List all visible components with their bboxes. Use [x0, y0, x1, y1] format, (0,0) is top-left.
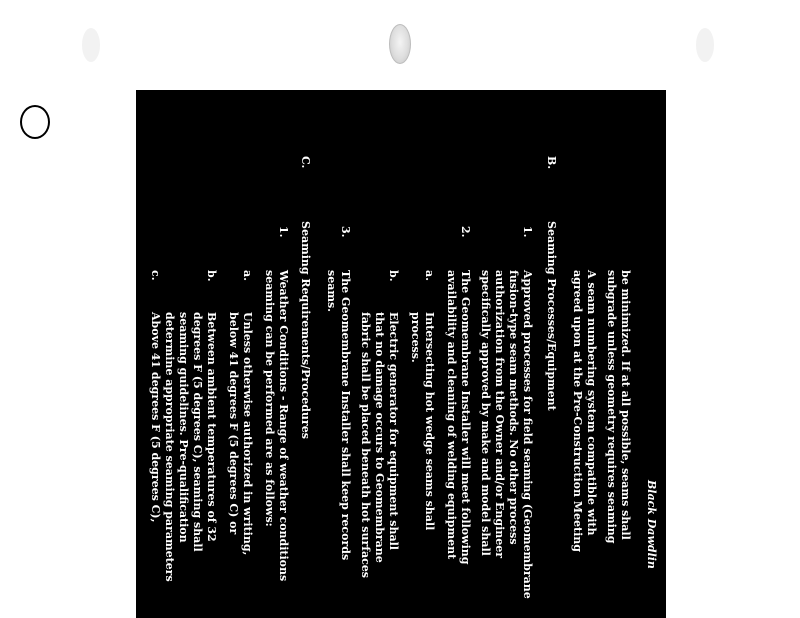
sub-item-marker: c.: [149, 270, 162, 281]
text-line: fusion-type seam methods. No other process: [507, 270, 520, 545]
text-line: Unless otherwise authorized in writing,: [241, 312, 254, 556]
text-line: determine appropriate seaming parameters: [163, 312, 176, 582]
text-line: process.: [409, 312, 422, 363]
text-line: seaming can be performed are as follows:: [263, 270, 276, 527]
item-number: 3.: [339, 226, 352, 238]
text-line: specifically approved by make and model shall: [479, 270, 492, 556]
section-c-heading: Seaming Requirements/Procedures: [299, 221, 312, 439]
text-line: seaming guidelines. Pre-qualification: [177, 312, 190, 543]
sub-item-marker: a.: [423, 270, 436, 281]
text-line: Intersecting hot wedge seams shall: [423, 312, 436, 531]
text-line: Electric generator for equipment shall: [387, 312, 400, 550]
text-line: seams.: [325, 270, 338, 312]
section-c-marker: C.: [299, 156, 312, 169]
page-header-title: Black Dawdlin: [645, 480, 658, 569]
text-line: The Geomembrane Installer shall keep records: [339, 270, 352, 561]
sub-item-marker: b.: [387, 270, 400, 282]
text-line: degrees F (5 degrees C), seaming shall: [191, 312, 204, 552]
text-line: Approved processes for field seaming (Geomembrane: [521, 270, 534, 599]
section-b-heading: Seaming Processes/Equipment: [545, 221, 558, 411]
text-line: authorization from the Owner and/or Engineer: [493, 270, 506, 559]
text-line: fabric shall be placed beneath hot surfaces: [359, 312, 372, 578]
sub-item-marker: b.: [205, 270, 218, 282]
text-line: A seam numbering system compatible with: [585, 270, 598, 536]
text-line: Weather Conditions - Range of weather conditions: [277, 270, 290, 582]
faint-punch-hole-left: [82, 28, 100, 62]
item-number: 2.: [459, 226, 472, 238]
item-number: 1.: [277, 226, 290, 238]
text-line: agreed upon at the Pre-Construction Meeting: [571, 270, 584, 552]
faint-punch-hole-right: [696, 28, 714, 62]
text-line: Above 41 degrees F (5 degrees C),: [149, 312, 162, 523]
text-line: subgrade unless geometry requires seaming: [605, 270, 618, 544]
punch-hole-left: [20, 105, 50, 139]
rotated-text-layer: [136, 90, 666, 618]
sub-item-marker: a.: [241, 270, 254, 281]
section-b-marker: B.: [545, 156, 558, 170]
text-line: The Geomembrane Installer will meet following: [459, 270, 472, 565]
punch-hole-top: [389, 24, 411, 64]
scanned-page: [136, 90, 666, 618]
text-line: be minimized. If at all possible, seams shall: [619, 270, 632, 540]
text-line: that no damage occurs to Geomembrane: [373, 312, 386, 563]
text-line: below 41 degrees F (5 degrees C) or: [227, 312, 240, 535]
text-line: Between ambient temperatures of 32: [205, 312, 218, 542]
item-number: 1.: [521, 226, 534, 238]
text-line: availability and cleaning of welding equipment: [445, 270, 458, 560]
